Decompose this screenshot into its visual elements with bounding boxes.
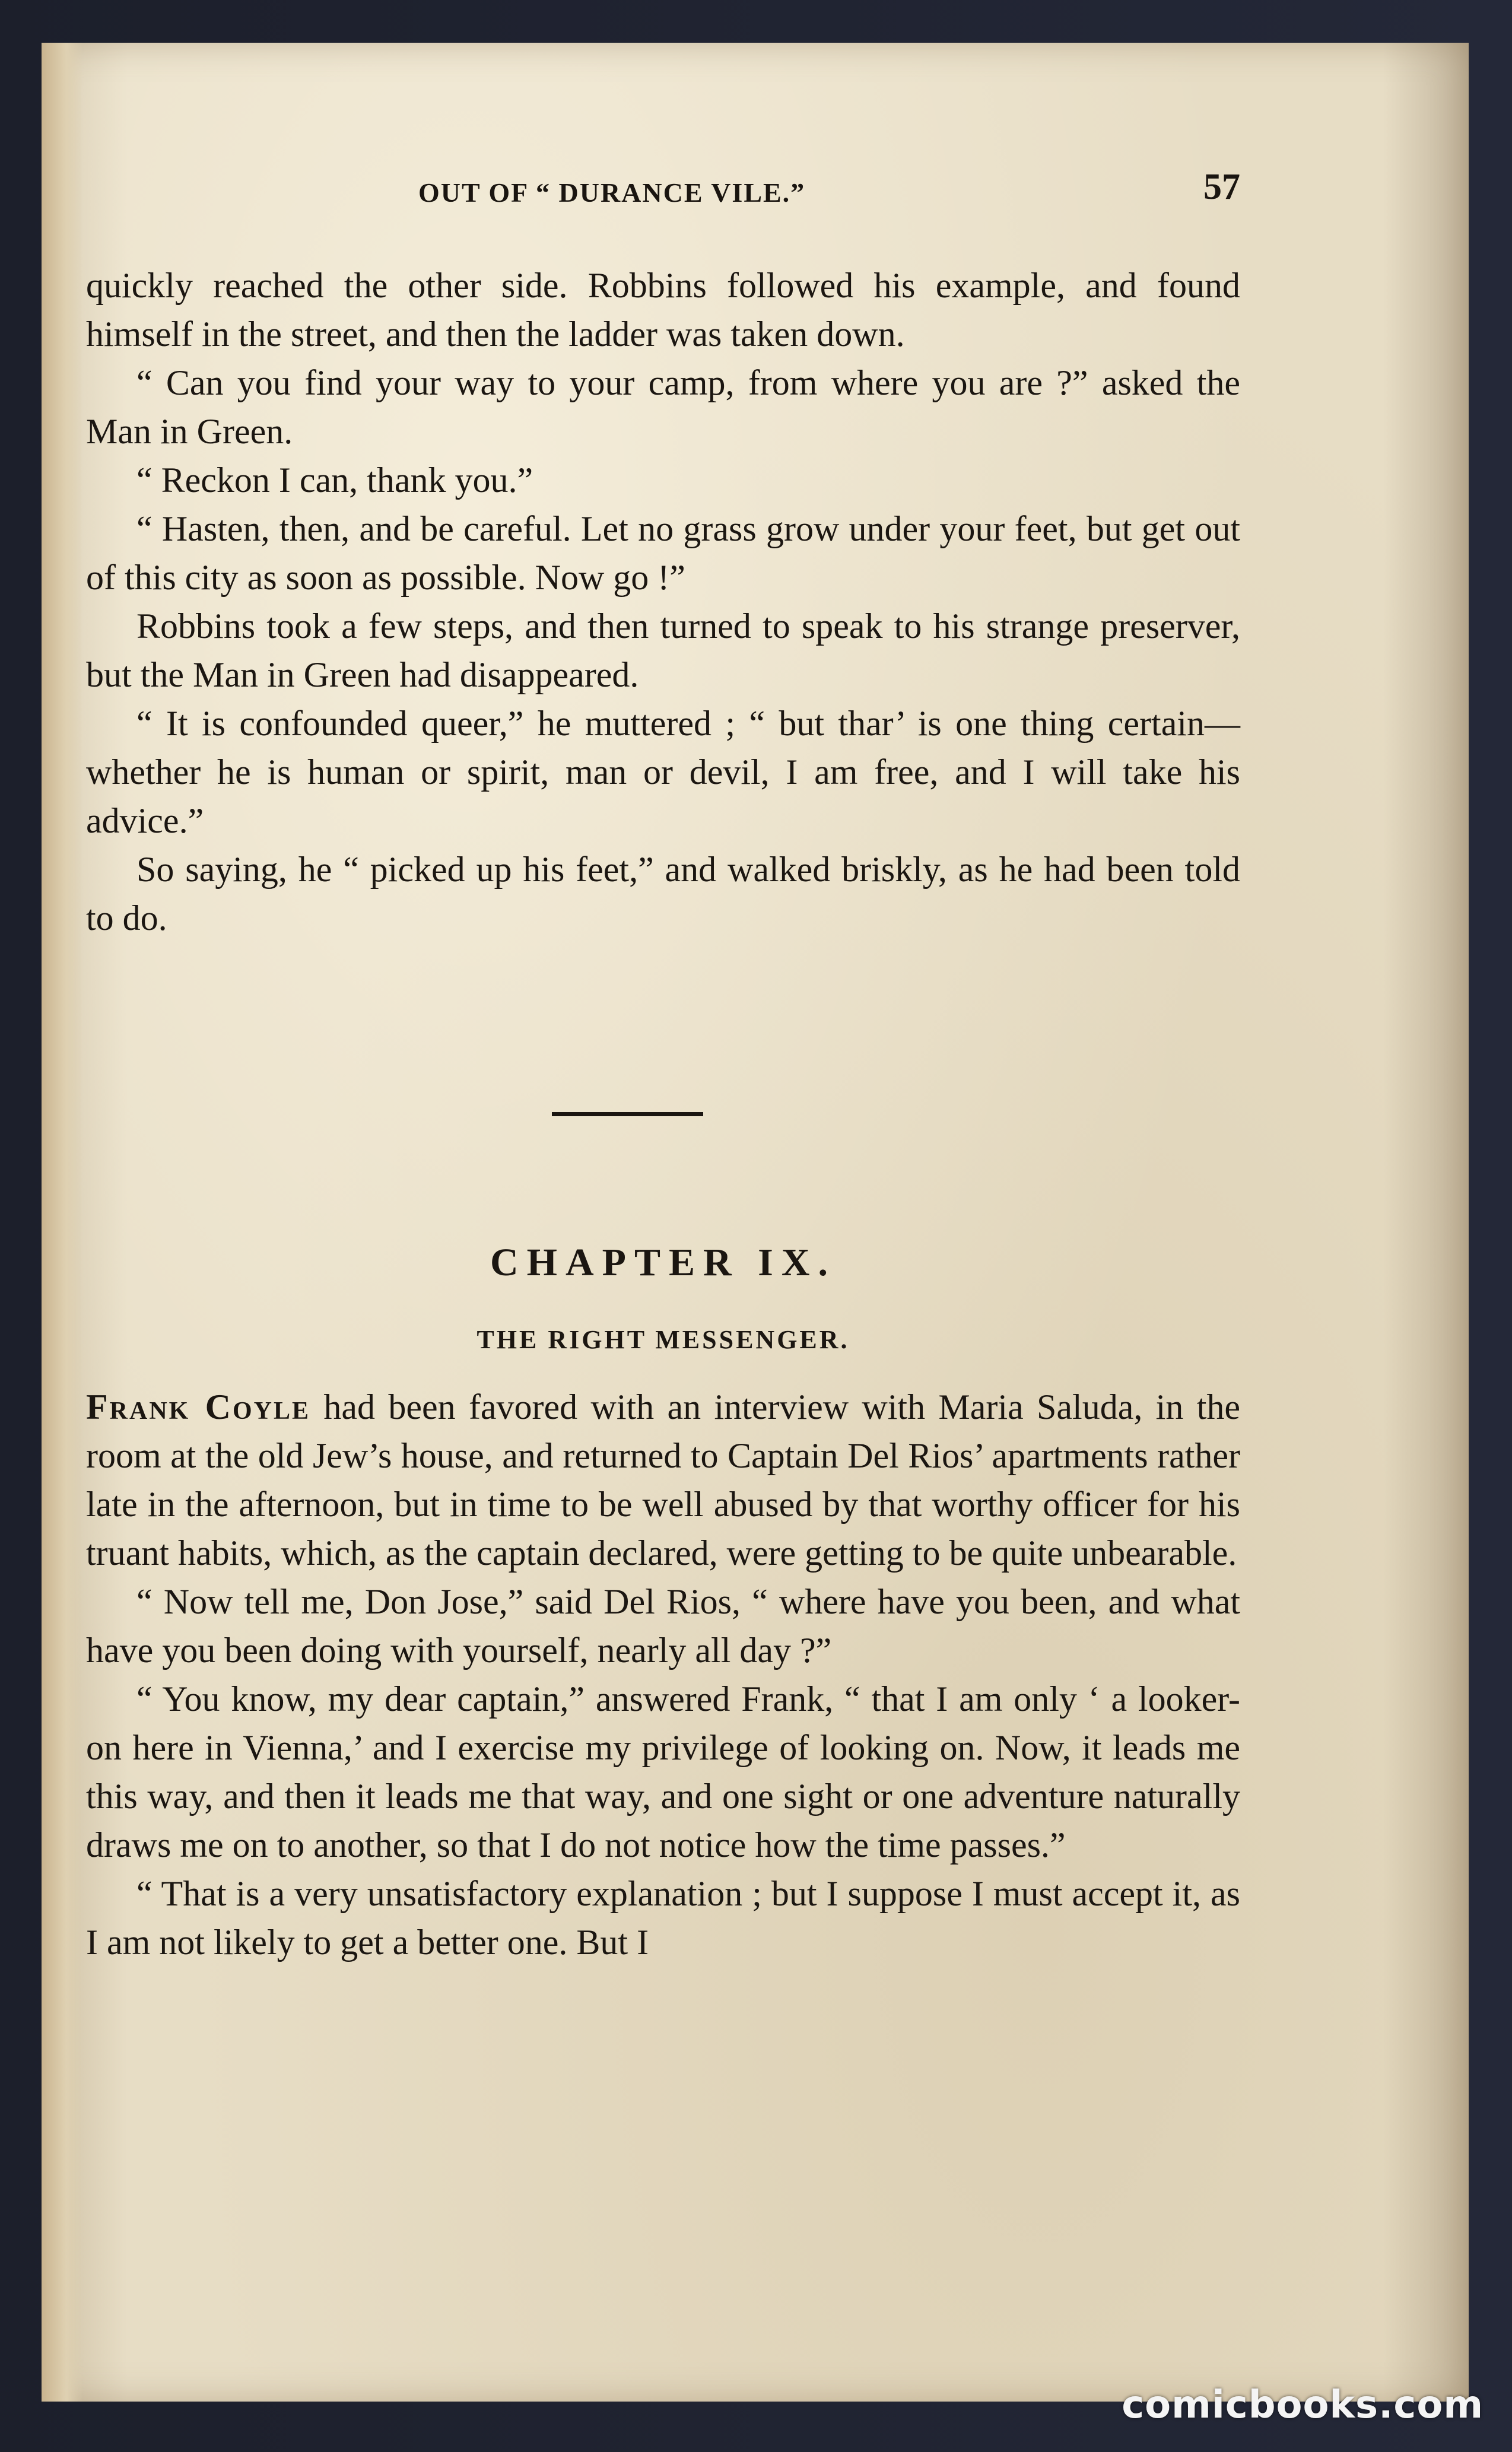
- page-gutter: [42, 43, 83, 2402]
- paragraph: quickly reached the other side. Robbins followed his example, and found himself in the street, and then the ladder was taken down.: [86, 266, 1240, 354]
- running-title: OUT OF “ DURANCE VILE.”: [418, 177, 806, 208]
- chapter-subtitle: THE RIGHT MESSENGER.: [477, 1325, 850, 1354]
- paragraph: “ That is a very unsatisfactory explanation ; but I suppose I must accept it, as I am not likely to get a better one. But I: [86, 1874, 1240, 1962]
- watermark: comicbooks.com: [1122, 2383, 1484, 2427]
- paragraph: Robbins took a few steps, and then turned to speak to his strange preserver, but the Man in Green had disappeared.: [86, 606, 1240, 694]
- page-number: 57: [1203, 167, 1240, 207]
- paragraph: So saying, he “ picked up his feet,” and walked briskly, as he had been told to do.: [86, 850, 1240, 938]
- opening-text: had been favored with an interview with Maria Saluda, in the room at the old Jew’s house, and returned to Captain Del Rios’ apartments rather late in the afternoon, but in time to be well abused by that worthy officer for his truant habits, which, as the captain declared, were getting to be quite unbearable.: [86, 1387, 1240, 1573]
- paragraph: “ Now tell me, Don Jose,” said Del Rios, “ where have you been, and what have you been doing with yourself, nearly all day ?”: [86, 1582, 1240, 1670]
- page-header: [89, 160, 1240, 214]
- text-block-top: [86, 261, 1240, 942]
- paragraph: “ Hasten, then, and be careful. Let no grass grow under your feet, but get out of this city as soon as possible. Now go !”: [86, 509, 1240, 597]
- paragraph: “ Can you find your way to your camp, from where you are ?” asked the Man in Green.: [86, 363, 1240, 451]
- section-divider-rule: [552, 1112, 703, 1116]
- opening-paragraph: [86, 1383, 1240, 1577]
- paragraph: “ You know, my dear captain,” answered Frank, “ that I am only ‘ a looker-on here in Vienna,’ and I exercise my privilege of looking on. Now, it leads me this way, and then it leads me that way, and one sight or one adventure naturally draws me on to another, so that I do not notice how the time passes.”: [86, 1679, 1240, 1865]
- opening-name: Frank Coyle: [86, 1387, 311, 1427]
- text-block-bottom: [86, 1383, 1240, 1967]
- paragraph: “ It is confounded queer,” he muttered ; “ but thar’ is one thing certain—whether he is human or spirit, man or devil, I am free, and I will take his advice.”: [86, 704, 1240, 840]
- paragraph: “ Reckon I can, thank you.”: [136, 460, 533, 500]
- chapter-title: CHAPTER IX.: [490, 1241, 837, 1284]
